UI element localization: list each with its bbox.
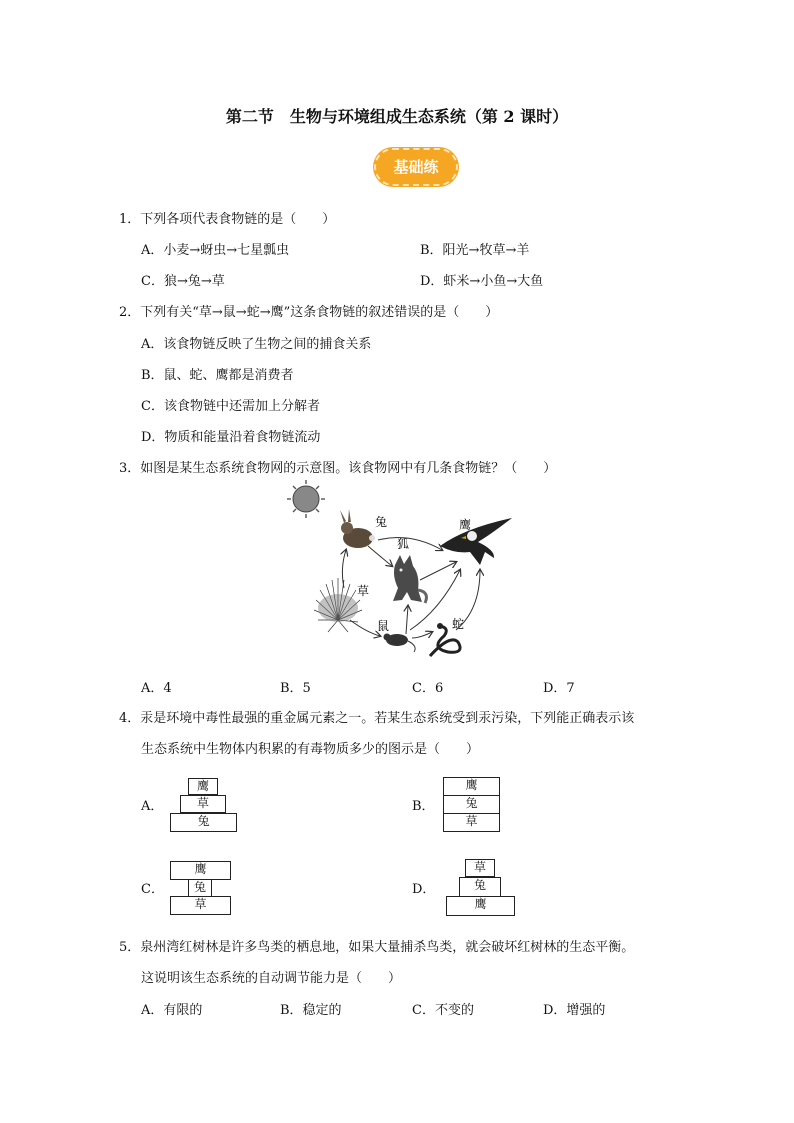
q2-option-b[interactable]: B．鼠、蛇、鹰都是消费者 — [141, 368, 294, 383]
q3-option-d[interactable]: D．7 — [543, 681, 575, 696]
snake-label: 蛇 — [452, 617, 465, 631]
q4-option-c-letter[interactable]: C． — [141, 882, 164, 897]
fox-label: 狐 — [397, 537, 410, 551]
basic-practice-badge: 基础练 — [374, 148, 458, 186]
q5-stem-line2: 这说明该生态系统的自动调节能力是（ ） — [141, 971, 402, 986]
q5-option-d[interactable]: D．增强的 — [543, 1003, 606, 1018]
q5-option-c[interactable]: C．不变的 — [412, 1003, 474, 1018]
q4-option-b-letter[interactable]: B． — [412, 799, 435, 814]
sun-icon — [287, 480, 325, 518]
pyramid-a-mid: 草 — [180, 795, 226, 813]
q3-option-b[interactable]: B．5 — [280, 681, 311, 696]
stack-b-bot: 草 — [443, 813, 500, 832]
q1-stem: 1．下列各项代表食物链的是（ ） — [119, 212, 336, 227]
q1-option-b[interactable]: B．阳光→牧草→羊 — [420, 243, 530, 258]
food-web-diagram — [280, 480, 530, 665]
pyramid-d-mid: 兔 — [459, 877, 501, 897]
stack-b-mid: 兔 — [443, 795, 500, 814]
q1-option-c[interactable]: C．狼→兔→草 — [141, 274, 225, 289]
mouse-label: 鼠 — [377, 619, 390, 633]
q3-option-c[interactable]: C．6 — [412, 681, 444, 696]
mouse-icon — [384, 634, 416, 653]
q4-option-a-letter[interactable]: A． — [141, 799, 164, 814]
eagle-icon — [440, 518, 512, 565]
grass-label: 草 — [357, 584, 370, 598]
q4-stem-line2: 生态系统中生物体内积累的有毒物质多少的图示是（ ） — [141, 742, 480, 757]
q1-option-a[interactable]: A．小麦→蚜虫→七星瓢虫 — [141, 243, 290, 258]
q5-option-a[interactable]: A．有限的 — [141, 1003, 203, 1018]
q5-stem-line1: 5．泉州湾红树林是许多鸟类的栖息地，如果大量捕杀鸟类，就会破坏红树林的生态平衡。 — [119, 940, 635, 955]
q2-stem: 2．下列有关“草→鼠→蛇→鹰”这条食物链的叙述错误的是（ ） — [119, 305, 499, 320]
q3-option-a[interactable]: A．4 — [141, 681, 172, 696]
rabbit-label: 兔 — [375, 515, 388, 529]
q2-option-c[interactable]: C．该食物链中还需加上分解者 — [141, 399, 320, 414]
q2-option-a[interactable]: A．该食物链反映了生物之间的捕食关系 — [141, 337, 372, 352]
q2-option-d[interactable]: D．物质和能量沿着食物链流动 — [141, 430, 321, 445]
pyramid-d-top: 草 — [465, 859, 495, 877]
pyramid-a-bot: 兔 — [170, 813, 237, 832]
shape-c-top: 鹰 — [170, 861, 231, 880]
pyramid-d-bot: 鹰 — [446, 896, 515, 916]
page-title: 第二节 生物与环境组成生态系统（第 2 课时） — [225, 107, 569, 126]
q1-option-d[interactable]: D．虾米→小鱼→大鱼 — [420, 274, 544, 289]
pyramid-a-top: 鹰 — [188, 778, 218, 795]
stack-b-top: 鹰 — [443, 777, 500, 796]
shape-c-mid: 兔 — [188, 879, 212, 897]
q4-stem-line1: 4．汞是环境中毒性最强的重金属元素之一。若某生态系统受到汞污染，下列能正确表示该 — [119, 711, 635, 726]
q3-stem: 3．如图是某生态系统食物网的示意图。该食物网中有几条食物链？（ ） — [119, 461, 557, 476]
q5-option-b[interactable]: B．稳定的 — [280, 1003, 342, 1018]
q4-option-d-letter[interactable]: D． — [412, 882, 436, 897]
eagle-label: 鹰 — [459, 518, 472, 532]
rabbit-icon — [340, 509, 375, 548]
shape-c-bot: 草 — [170, 896, 231, 915]
